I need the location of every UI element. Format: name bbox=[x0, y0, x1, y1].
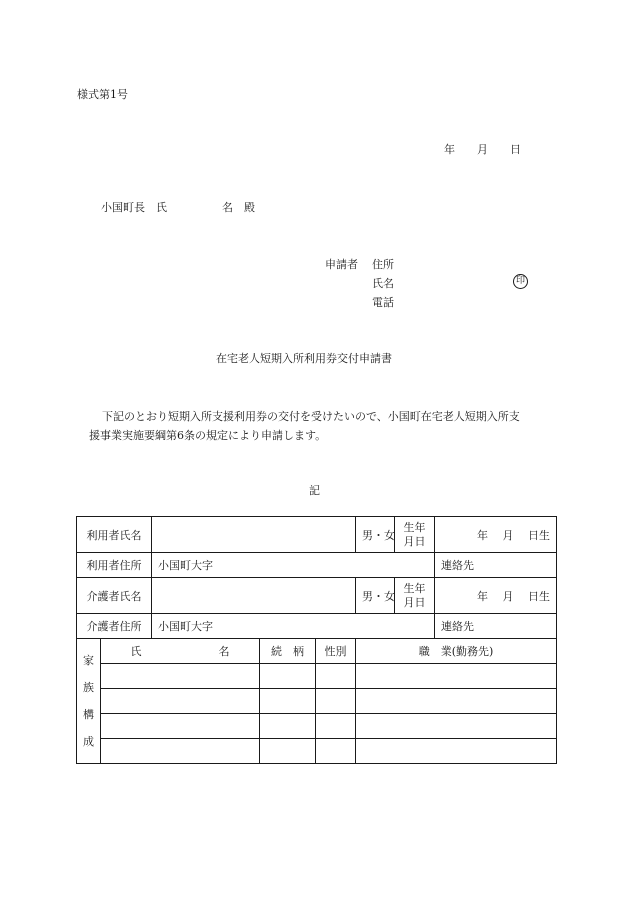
family-label-char: 構 bbox=[83, 708, 94, 721]
caregiver-birth-label bbox=[395, 578, 435, 614]
family-name-cell bbox=[101, 689, 260, 714]
family-job-cell bbox=[356, 739, 557, 764]
family-job-cell bbox=[356, 714, 557, 739]
caregiver-contact-label: 連絡先 bbox=[435, 614, 557, 639]
caregiver-name-row bbox=[77, 578, 557, 614]
applicant-phone-label: 電話 bbox=[372, 296, 394, 309]
user-address-label: 利用者住所 bbox=[77, 553, 152, 578]
user-name-value bbox=[152, 517, 356, 553]
application-table bbox=[76, 516, 557, 764]
family-sex-cell bbox=[316, 664, 356, 689]
family-sex-cell bbox=[316, 739, 356, 764]
family-header-name: 氏 名 bbox=[101, 639, 260, 664]
caregiver-address-row bbox=[77, 614, 557, 639]
birth-label-line-2: 月日 bbox=[403, 534, 426, 548]
applicant-address-label: 住所 bbox=[372, 258, 394, 271]
family-relation-cell bbox=[260, 689, 316, 714]
body-text-line-1: 下記のとおり短期入所支援利用券の交付を受けたいので、小国町在宅老人短期入所支 bbox=[102, 410, 520, 423]
family-relation-cell bbox=[260, 739, 316, 764]
user-address-row bbox=[77, 553, 557, 578]
user-name-label: 利用者氏名 bbox=[77, 517, 152, 553]
form-number: 様式第1号 bbox=[77, 88, 128, 101]
birth-label-line-1: 生年 bbox=[403, 581, 426, 595]
family-relation-cell bbox=[260, 714, 316, 739]
date-line: 年 月 日 bbox=[444, 143, 521, 156]
user-birth-value: 年 月 日生 bbox=[435, 517, 557, 553]
ki-heading: 記 bbox=[309, 484, 320, 497]
applicant-name-label: 氏名 bbox=[372, 277, 394, 290]
family-label-char: 家 bbox=[83, 654, 94, 667]
family-relation-cell bbox=[260, 664, 316, 689]
family-header-job: 職 業(勤務先) bbox=[356, 639, 557, 664]
addressee: 小国町長 氏 名 殿 bbox=[101, 201, 255, 214]
document-title: 在宅老人短期入所利用券交付申請書 bbox=[216, 352, 392, 365]
family-row bbox=[77, 739, 557, 764]
family-name-cell bbox=[101, 739, 260, 764]
seal-mark: 印 bbox=[513, 274, 528, 289]
caregiver-address-value: 小国町大字 bbox=[152, 614, 435, 639]
caregiver-sex: 男・女 bbox=[356, 578, 395, 614]
birth-label-line-2: 月日 bbox=[403, 595, 426, 609]
family-job-cell bbox=[356, 664, 557, 689]
family-job-cell bbox=[356, 689, 557, 714]
caregiver-name-label: 介護者氏名 bbox=[77, 578, 152, 614]
birth-label-line-1: 生年 bbox=[403, 520, 426, 534]
user-address-value: 小国町大字 bbox=[152, 553, 435, 578]
family-header-relation: 続 柄 bbox=[260, 639, 316, 664]
user-birth-label bbox=[395, 517, 435, 553]
family-sex-cell bbox=[316, 689, 356, 714]
family-row bbox=[77, 714, 557, 739]
user-contact-label: 連絡先 bbox=[435, 553, 557, 578]
applicant-label: 申請者 bbox=[325, 258, 358, 271]
family-name-cell bbox=[101, 714, 260, 739]
caregiver-birth-value: 年 月 日生 bbox=[435, 578, 557, 614]
user-sex: 男・女 bbox=[356, 517, 395, 553]
body-text-line-2: 援事業実施要綱第6条の規定により申請します。 bbox=[89, 429, 327, 442]
family-label-char: 族 bbox=[83, 681, 94, 694]
family-composition-label bbox=[77, 639, 101, 764]
family-sex-cell bbox=[316, 714, 356, 739]
caregiver-address-label: 介護者住所 bbox=[77, 614, 152, 639]
family-label-char: 成 bbox=[83, 735, 94, 748]
seal-icon bbox=[513, 273, 528, 289]
family-header-sex: 性別 bbox=[316, 639, 356, 664]
family-header-row bbox=[77, 639, 557, 664]
user-name-row bbox=[77, 517, 557, 553]
caregiver-name-value bbox=[152, 578, 356, 614]
family-row bbox=[77, 689, 557, 714]
family-row bbox=[77, 664, 557, 689]
family-name-cell bbox=[101, 664, 260, 689]
